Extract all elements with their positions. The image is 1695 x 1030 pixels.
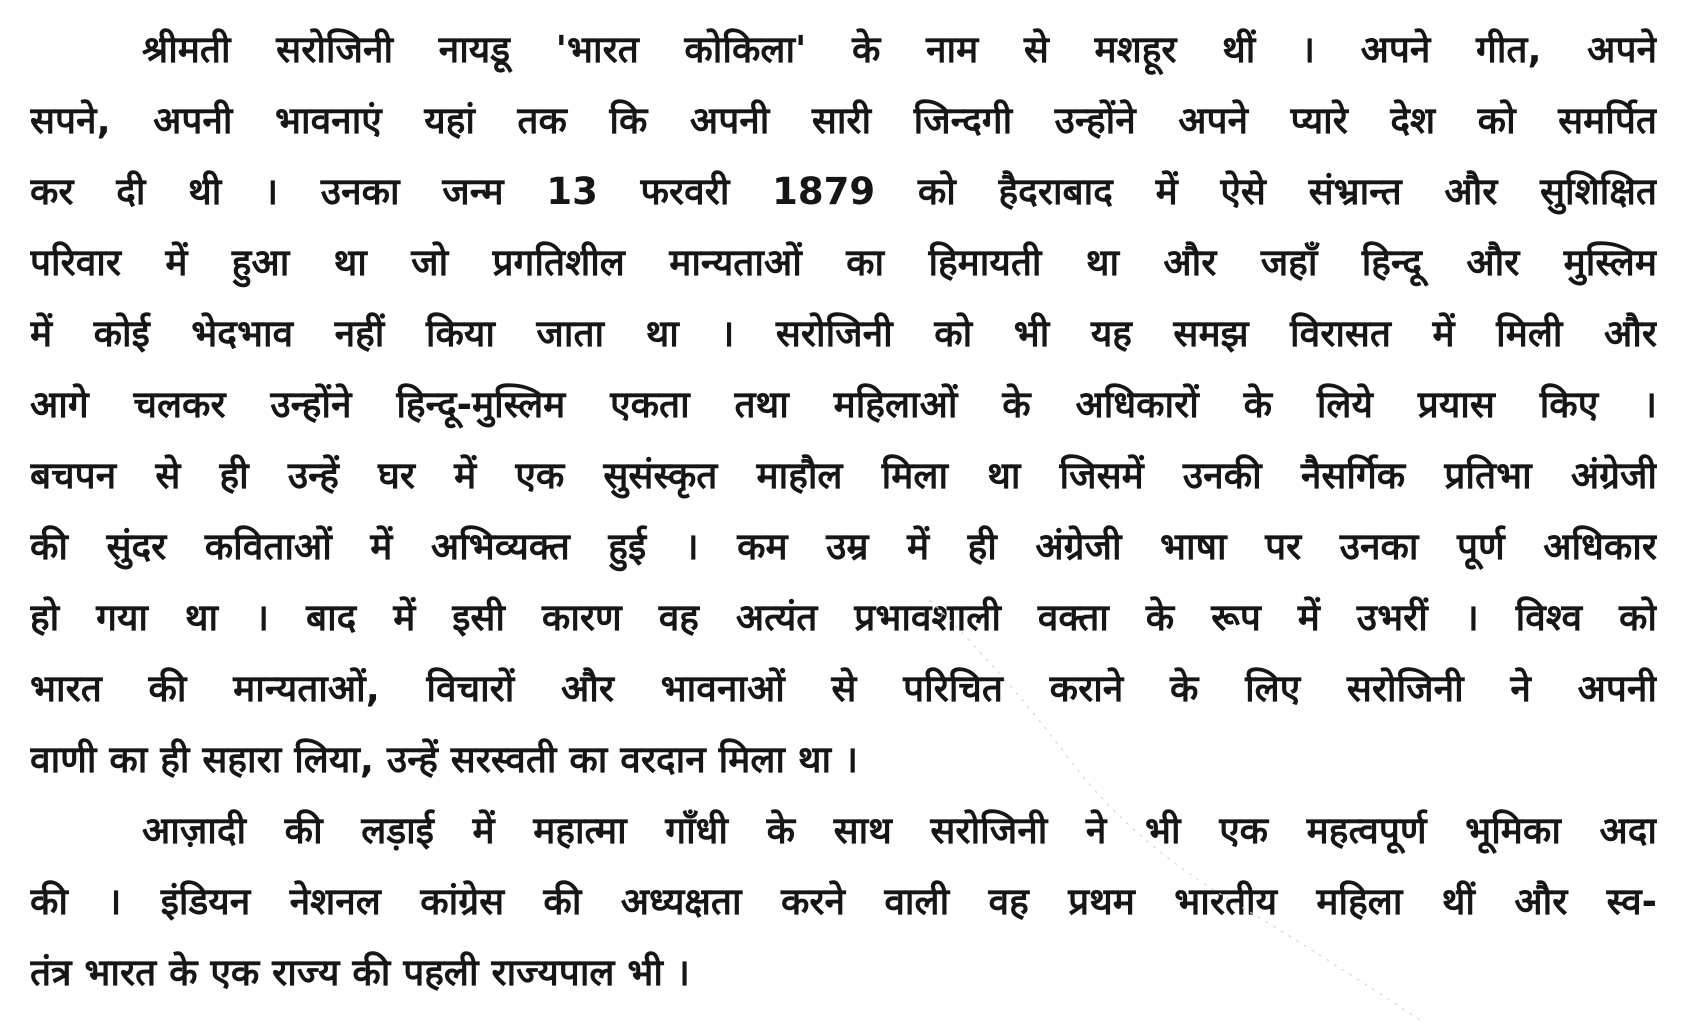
text-line: आगे चलकर उन्होंने हिन्दू-मुस्लिम एकता तथा महिलाओं के अधिकारों के लिये प्रयास किए । xyxy=(30,383,1657,426)
text-line: श्रीमती सरोजिनी नायडू 'भारत कोकिला' के नाम से मशहूर थीं । अपने गीत, अपने xyxy=(142,28,1657,71)
text-line: आज़ादी की लड़ाई में महात्मा गाँधी के साथ सरोजिनी ने भी एक महत्वपूर्ण भूमिका अदा xyxy=(142,809,1657,852)
text-line: हो गया था । बाद में इसी कारण वह अत्यंत प्रभावशाली वक्ता के रूप में उभरीं । विश्व को xyxy=(30,596,1657,639)
text-line: वाणी का ही सहारा लिया, उन्हें सरस्वती का वरदान मिला था । xyxy=(30,738,859,781)
text-line: तंत्र भारत के एक राज्य की पहली राज्यपाल भी । xyxy=(30,951,690,994)
text-line: भारत की मान्यताओं, विचारों और भावनाओं से परिचित कराने के लिए सरोजिनी ने अपनी xyxy=(30,667,1657,710)
text-line: में कोई भेदभाव नहीं किया जाता था । सरोजिनी को भी यह समझ विरासत में मिली और xyxy=(30,312,1657,355)
paragraph-1 xyxy=(30,14,1657,795)
text-line: परिवार में हुआ था जो प्रगतिशील मान्यताओं का हिमायती था और जहाँ हिन्दू और मुस्लिम xyxy=(30,241,1657,284)
paragraph-2 xyxy=(30,795,1657,1008)
text-line: सपने, अपनी भावनाएं यहां तक कि अपनी सारी जिन्दगी उन्होंने अपने प्यारे देश को समर्पित xyxy=(30,99,1657,142)
text-line: की सुंदर कविताओं में अभिव्यक्त हुई । कम उम्र में ही अंग्रेजी भाषा पर उनका पूर्ण अधिकार xyxy=(30,525,1657,568)
text-line: बचपन से ही उन्हें घर में एक सुसंस्कृत माहौल मिला था जिसमें उनकी नैसर्गिक प्रतिभा अंग्रेजी xyxy=(30,454,1657,497)
text-line: कर दी थी । उनका जन्म 13 फरवरी 1879 को हैदराबाद में ऐसे संभ्रान्त और सुशिक्षित xyxy=(30,170,1657,213)
text-line: की । इंडियन नेशनल कांग्रेस की अध्यक्षता करने वाली वह प्रथम भारतीय महिला थीं और स्व- xyxy=(30,880,1657,923)
